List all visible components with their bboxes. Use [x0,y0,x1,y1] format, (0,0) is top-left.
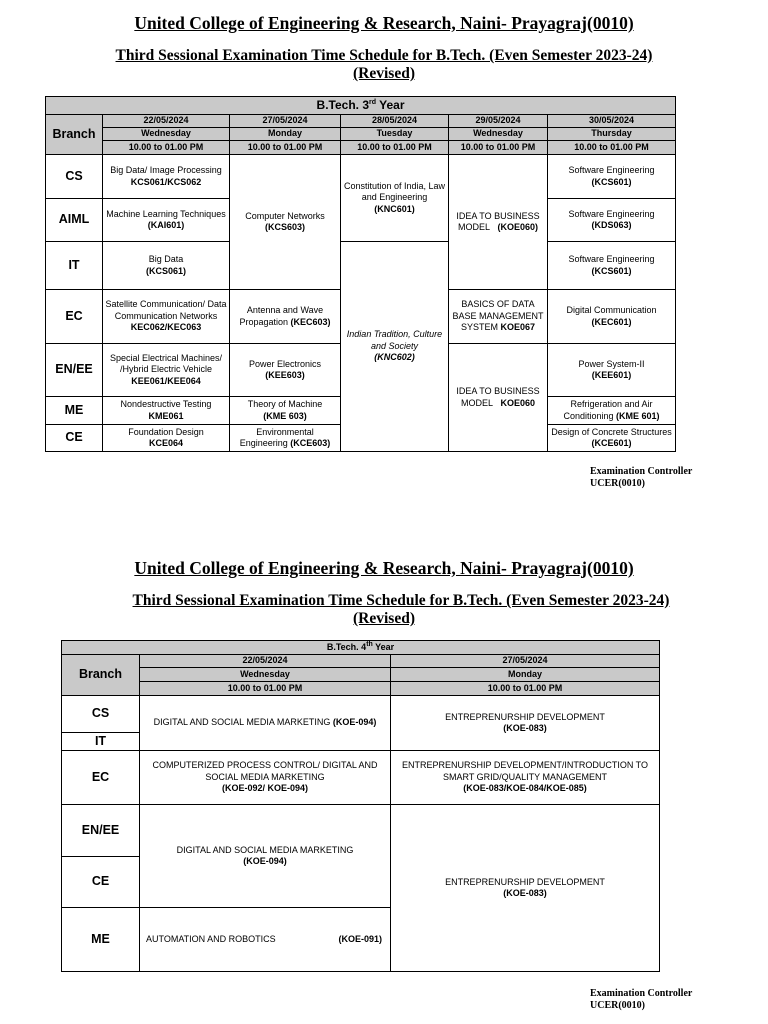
exam-controller-signature-1: Examination Controller UCER(0010) [590,466,693,489]
branch-cell: IT [62,733,140,751]
day-header: Tuesday [341,128,449,141]
exam-cell: IDEA TO BUSINESS MODEL (KOE060) [449,155,548,290]
exam-cell: COMPUTERIZED PROCESS CONTROL/ DIGITAL AND SOCIAL MEDIA MARKETING (KOE-092/ KOE-094) [140,751,391,805]
exam-cell: Software Engineering (KCS601) [548,242,676,290]
exam-cell: Software Engineering (KDS063) [548,199,676,242]
exam-cell: Power Electronics (KEE603) [230,344,341,397]
branch-cell: CE [46,425,103,452]
exam-cell: AUTOMATION AND ROBOTICS (KOE-091) [140,908,391,972]
exam-cell: Nondestructive Testing KME061 [103,397,230,425]
date-header: 30/05/2024 [548,115,676,128]
fourth-year-heading: B.Tech. 4th Year [62,641,660,655]
exam-cell: DIGITAL AND SOCIAL MEDIA MARKETING (KOE-094) [140,805,391,908]
revised-label-2: (Revised) [353,610,415,627]
exam-cell: Refrigeration and Air Conditioning (KME 601) [548,397,676,425]
exam-subtitle-1: Third Sessional Examination Time Schedule for B.Tech. (Even Semester 2023-24) [115,47,653,64]
time-header: 10.00 to 01.00 PM [548,141,676,155]
exam-cell: Power System-II (KEE601) [548,344,676,397]
branch-cell: CS [46,155,103,199]
branch-cell: EC [62,751,140,805]
branch-cell: IT [46,242,103,290]
branch-cell: ME [46,397,103,425]
exam-cell: Antenna and Wave Propagation (KEC603) [230,290,341,344]
date-header: 29/05/2024 [449,115,548,128]
branch-header: Branch [46,115,103,155]
time-header: 10.00 to 01.00 PM [449,141,548,155]
exam-subtitle-2: Third Sessional Examination Time Schedule for B.Tech. (Even Semester 2023-24) [132,592,670,609]
day-header: Wednesday [140,668,391,682]
exam-cell: ENTREPRENURSHIP DEVELOPMENT/INTRODUCTION TO SMART GRID/QUALITY MANAGEMENT (KOE-083/KOE-084/KOE-085) [391,751,660,805]
branch-cell: ME [62,908,140,972]
day-header: Wednesday [103,128,230,141]
exam-cell: Theory of Machine (KME 603) [230,397,341,425]
exam-cell: Satellite Communication/ Data Communication Networks KEC062/KEC063 [103,290,230,344]
time-header: 10.00 to 01.00 PM [103,141,230,155]
third-year-schedule-table [45,96,676,452]
exam-cell: Digital Communication (KEC601) [548,290,676,344]
exam-controller-signature-2: Examination Controller UCER(0010) [590,988,693,1011]
exam-cell: Big Data/ Image Processing KCS061/KCS062 [103,155,230,199]
branch-cell: CS [62,696,140,733]
exam-cell: Indian Tradition, Culture and Society (KNC602) [341,242,449,452]
exam-cell: DIGITAL AND SOCIAL MEDIA MARKETING (KOE-094) [140,696,391,751]
branch-cell: EN/EE [62,805,140,857]
college-title-2: United College of Engineering & Research, Naini- Prayagraj(0010) [134,558,634,578]
branch-cell: CE [62,857,140,908]
branch-cell: EN/EE [46,344,103,397]
exam-cell: ENTREPRENURSHIP DEVELOPMENT (KOE-083) [391,805,660,972]
college-title-1: United College of Engineering & Research, Naini- Prayagraj(0010) [134,13,634,33]
date-header: 27/05/2024 [230,115,341,128]
branch-header: Branch [62,655,140,696]
revised-label-1: (Revised) [353,65,415,82]
time-header: 10.00 to 01.00 PM [391,682,660,696]
exam-cell: Special Electrical Machines/ /Hybrid Electric Vehicle KEE061/KEE064 [103,344,230,397]
exam-cell: Constitution of India, Law and Engineering (KNC601) [341,155,449,242]
date-header: 28/05/2024 [341,115,449,128]
third-year-heading: B.Tech. 3rd Year [46,97,676,115]
time-header: 10.00 to 01.00 PM [230,141,341,155]
exam-cell: Software Engineering (KCS601) [548,155,676,199]
branch-cell: EC [46,290,103,344]
exam-cell: Environmental Engineering (KCE603) [230,425,341,452]
exam-cell: BASICS OF DATA BASE MANAGEMENT SYSTEM KOE067 [449,290,548,344]
exam-cell: Machine Learning Techniques (KAI601) [103,199,230,242]
date-header: 27/05/2024 [391,655,660,668]
day-header: Monday [391,668,660,682]
date-header: 22/05/2024 [140,655,391,668]
exam-cell: IDEA TO BUSINESS MODEL KOE060 [449,344,548,452]
day-header: Thursday [548,128,676,141]
time-header: 10.00 to 01.00 PM [341,141,449,155]
exam-cell: ENTREPRENURSHIP DEVELOPMENT (KOE-083) [391,696,660,751]
exam-cell: Design of Concrete Structures (KCE601) [548,425,676,452]
day-header: Monday [230,128,341,141]
day-header: Wednesday [449,128,548,141]
exam-cell: Computer Networks (KCS603) [230,155,341,290]
branch-cell: AIML [46,199,103,242]
exam-cell: Big Data (KCS061) [103,242,230,290]
time-header: 10.00 to 01.00 PM [140,682,391,696]
exam-cell: Foundation Design KCE064 [103,425,230,452]
fourth-year-schedule-table [61,640,660,972]
date-header: 22/05/2024 [103,115,230,128]
